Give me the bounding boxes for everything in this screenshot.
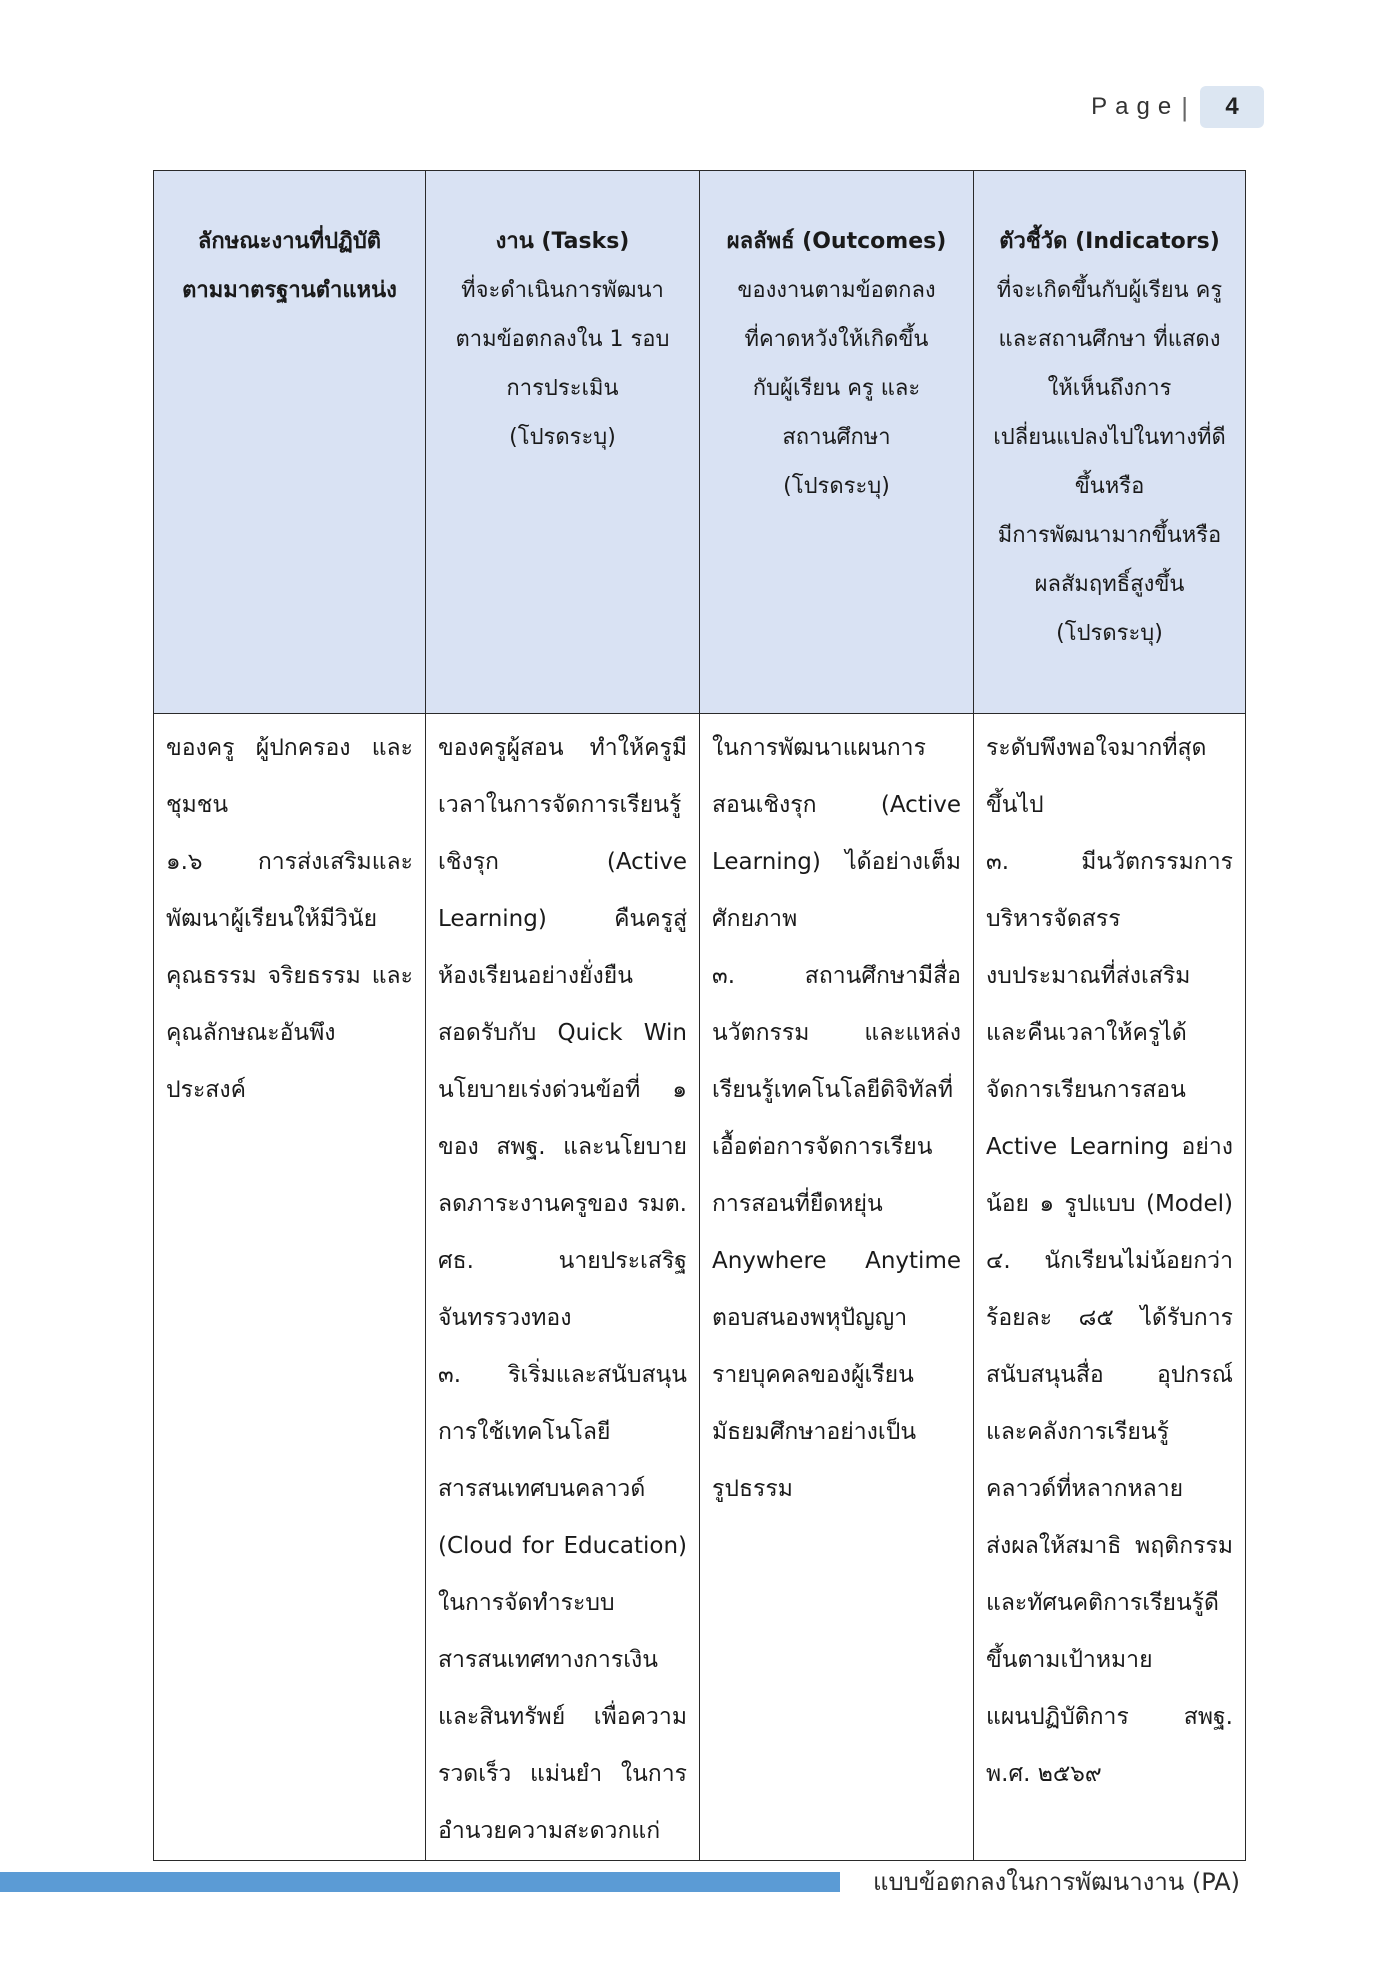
header-line: ขึ้นหรือ [1074, 474, 1145, 499]
cell-line: Learning) คืนครูสู่ [438, 906, 687, 932]
header-line: (โปรดระบุ) [1056, 621, 1163, 646]
footer-accent-bar [0, 1872, 840, 1892]
page-label: Page [1091, 93, 1180, 120]
header-line: ให้เห็นถึงการ [1047, 376, 1172, 401]
cell-line: และคลังการเรียนรู้ [986, 1419, 1169, 1445]
cell-line: (Cloud for Education) [438, 1533, 687, 1559]
cell-line: สนับสนุนสื่อ อุปกรณ์ [986, 1362, 1233, 1388]
cell-line: สอนเชิงรุก (Active [712, 792, 961, 818]
cell-line: การใช้เทคโนโลยี [438, 1419, 611, 1445]
header-line: ผลสัมฤทธิ์สูงขึ้น [1034, 572, 1185, 597]
cell-line: จันทรรวงทอง [438, 1305, 572, 1331]
cell-line: พัฒนาผู้เรียนให้มีวินัย [166, 906, 378, 932]
cell-line: งบประมาณที่ส่งเสริม [986, 963, 1191, 989]
table-header-row [154, 171, 1246, 714]
header-line: ที่จะเกิดขึ้นกับผู้เรียน ครู [996, 278, 1223, 303]
cell-line: รายบุคคลของผู้เรียน [712, 1362, 914, 1388]
page-separator: | [1181, 91, 1188, 122]
header-line: และสถานศึกษา ที่แสดง [998, 327, 1221, 352]
cell-line: ศธ. นายประเสริฐ [438, 1248, 687, 1274]
cell-line: ของครู ผู้ปกครอง และ [166, 735, 413, 761]
cell-outcomes [700, 714, 974, 1861]
header-line: กับผู้เรียน ครู และ [752, 376, 921, 401]
cell-line: สารสนเทศทางการเงิน [438, 1647, 659, 1673]
cell-line: ในการจัดทำระบบ [438, 1590, 615, 1616]
cell-line: ระดับพึงพอใจมากที่สุด [986, 735, 1207, 761]
header-indicators [974, 171, 1246, 714]
cell-line: ของ สพฐ. และนโยบาย [438, 1134, 687, 1160]
cell-line: แผนปฏิบัติการ สพฐ. [986, 1704, 1233, 1730]
cell-line: Active Learning อย่าง [986, 1134, 1233, 1160]
cell-standard-duties [154, 714, 426, 1861]
cell-line: เวลาในการจัดการเรียนรู้ [438, 792, 682, 818]
cell-line: ของครูผู้สอน ทำให้ครูมี [438, 735, 687, 761]
header-line: การประเมิน [506, 376, 619, 401]
cell-line: การสอนที่ยืดหยุ่น [712, 1191, 883, 1217]
cell-line: ศักยภาพ [712, 906, 798, 932]
cell-line: นวัตกรรม และแหล่ง [712, 1020, 961, 1046]
cell-line: ร้อยละ ๘๕ ได้รับการ [986, 1305, 1233, 1331]
header-line: ตามมาตรฐานตำแหน่ง [182, 278, 397, 303]
cell-line: Anywhere Anytime [712, 1248, 961, 1274]
page-header [1091, 86, 1264, 128]
cell-line: และสินทรัพย์ เพื่อความ [438, 1704, 687, 1730]
header-outcomes [700, 171, 974, 714]
header-line: ที่จะดำเนินการพัฒนา [461, 278, 664, 303]
cell-line: คุณธรรม จริยธรรม และ [166, 963, 413, 989]
cell-line: สอดรับกับ Quick Win [438, 1020, 687, 1046]
header-line: เปลี่ยนแปลงไปในทางที่ดี [993, 425, 1226, 450]
cell-line: รูปธรรม [712, 1476, 793, 1502]
cell-tasks [426, 714, 700, 1861]
cell-line: บริหารจัดสรร [986, 906, 1121, 932]
page-number: 4 [1200, 86, 1264, 128]
cell-indicators [974, 714, 1246, 1861]
header-line: ผลลัพธ์ (Outcomes) [726, 229, 947, 254]
header-standard-duties [154, 171, 426, 714]
cell-line: ในการพัฒนาแผนการ [712, 735, 926, 761]
cell-line: มัธยมศึกษาอย่างเป็น [712, 1419, 917, 1445]
pa-agreement-table [153, 170, 1246, 1861]
cell-line: อำนวยความสะดวกแก่ [438, 1818, 661, 1844]
cell-line: ส่งผลให้สมาธิ พฤติกรรม [986, 1533, 1233, 1559]
cell-line: ขึ้นตามเป้าหมาย [986, 1647, 1153, 1673]
header-line: สถานศึกษา [782, 425, 891, 450]
header-line: ของงานตามข้อตกลง [737, 278, 936, 303]
cell-line: เชิงรุก (Active [438, 849, 687, 875]
cell-line: ๓. มีนวัตกรรมการ [986, 849, 1233, 875]
cell-line: รวดเร็ว แม่นยำ ในการ [438, 1761, 687, 1787]
table-row [154, 714, 1246, 1861]
header-line: (โปรดระบุ) [783, 474, 890, 499]
cell-line: และทัศนคติการเรียนรู้ดี [986, 1590, 1219, 1616]
cell-line: ขึ้นไป [986, 792, 1044, 818]
header-line: ตามข้อตกลงใน 1 รอบ [455, 327, 670, 352]
cell-line: ห้องเรียนอย่างยั่งยืน [438, 963, 633, 989]
header-line: งาน (Tasks) [495, 229, 630, 254]
header-line: มีการพัฒนามากขึ้นหรือ [997, 523, 1222, 548]
cell-line: ชุมชน [166, 792, 229, 818]
cell-line: สารสนเทศบนคลาวด์ [438, 1476, 646, 1502]
cell-line: ๔. นักเรียนไม่น้อยกว่า [986, 1248, 1233, 1274]
header-line: ตัวชี้วัด (Indicators) [999, 229, 1220, 254]
footer-document-title: แบบข้อตกลงในการพัฒนางาน (PA) [872, 1868, 1240, 1896]
cell-line: ตอบสนองพหุปัญญา [712, 1305, 908, 1331]
cell-line: เอื้อต่อการจัดการเรียน [712, 1134, 933, 1160]
header-line: (โปรดระบุ) [509, 425, 616, 450]
cell-line: และคืนเวลาให้ครูได้ [986, 1020, 1187, 1046]
cell-line: นโยบายเร่งด่วนข้อที่ ๑ [438, 1077, 687, 1103]
cell-line: ประสงค์ [166, 1077, 246, 1103]
cell-line: ๑.๖ การส่งเสริมและ [166, 849, 413, 875]
cell-line: พ.ศ. ๒๕๖๙ [986, 1761, 1102, 1787]
cell-line: คุณลักษณะอันพึง [166, 1020, 336, 1046]
cell-line: เรียนรู้เทคโนโลยีดิจิทัลที่ [712, 1077, 954, 1103]
cell-line: ๓. สถานศึกษามีสื่อ [712, 963, 961, 989]
cell-line: ๓. ริเริ่มและสนับสนุน [438, 1362, 687, 1388]
header-line: ลักษณะงานที่ปฏิบัติ [197, 229, 382, 254]
header-line: ที่คาดหวังให้เกิดขึ้น [744, 327, 929, 352]
cell-line: น้อย ๑ รูปแบบ (Model) [986, 1191, 1233, 1217]
cell-line: ลดภาระงานครูของ รมต. [438, 1191, 687, 1217]
cell-line: Learning) ได้อย่างเต็ม [712, 849, 961, 875]
header-tasks [426, 171, 700, 714]
cell-line: คลาวด์ที่หลากหลาย [986, 1476, 1184, 1502]
cell-line: จัดการเรียนการสอน [986, 1077, 1186, 1103]
